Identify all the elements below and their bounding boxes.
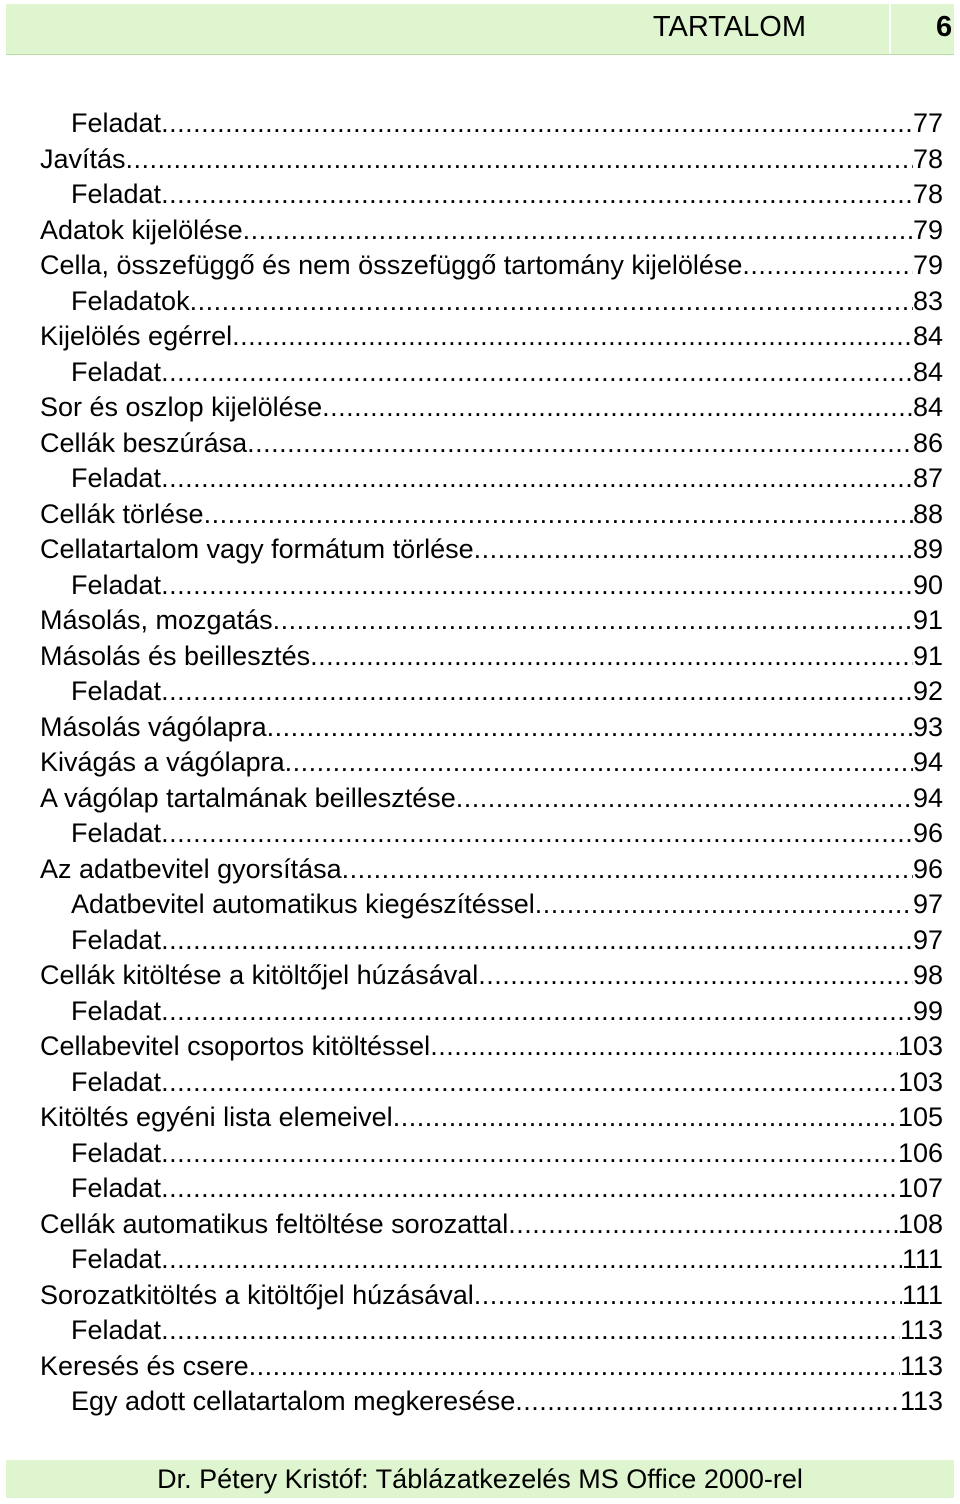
toc-dot-leader	[161, 1171, 898, 1206]
toc-entry-label: Cella, összefüggő és nem összefüggő tartomány kijelölése	[40, 250, 743, 280]
toc-entry-page: 94	[912, 782, 943, 813]
toc-entry-page: 87	[912, 463, 943, 493]
toc-entry-label: Feladat	[71, 676, 162, 706]
toc-dot-leader	[508, 1207, 898, 1242]
toc-entry[interactable]	[40, 248, 943, 284]
toc-entry[interactable]	[40, 461, 943, 497]
header-page-number: 6	[936, 11, 953, 43]
toc-dot-leader	[474, 1278, 902, 1313]
toc-entry-label: Feladat	[71, 356, 162, 387]
page-header	[6, 4, 954, 55]
toc-entry-label: Sor és oszlop kijelölése	[40, 392, 323, 422]
toc-entry[interactable]	[40, 745, 943, 781]
toc-entry-label: Kivágás a vágólapra	[40, 747, 285, 777]
toc-entry-label: Másolás, mozgatás	[40, 605, 273, 635]
toc-entry-label: Kitöltés egyéni lista elemeivel	[40, 1102, 393, 1132]
toc-entry-label: Feladat	[71, 995, 162, 1026]
toc-entry-label: Feladatok	[71, 285, 190, 316]
toc-entry-page: 79	[912, 250, 943, 280]
toc-entry-page: 79	[912, 214, 943, 245]
toc-entry[interactable]	[40, 1349, 943, 1385]
toc-entry[interactable]	[40, 603, 943, 639]
toc-entry-label: Feladat	[71, 1173, 162, 1203]
toc-dot-leader	[161, 106, 913, 141]
toc-dot-leader	[232, 319, 913, 354]
toc-entry-page: 97	[912, 924, 943, 955]
toc-dot-leader	[161, 1136, 898, 1171]
toc-entry-page: 92	[912, 676, 943, 706]
toc-entry[interactable]	[40, 532, 943, 568]
toc-dot-leader	[161, 461, 913, 496]
toc-dot-leader	[161, 674, 913, 709]
toc-entry-page: 106	[897, 1137, 943, 1168]
toc-entry[interactable]	[40, 142, 943, 178]
toc-dot-leader	[190, 284, 913, 319]
toc-entry[interactable]	[40, 781, 943, 817]
toc-entry[interactable]	[40, 1242, 943, 1278]
toc-entry-label: Cellák kitöltése a kitöltőjel húzásával	[40, 960, 479, 990]
toc-dot-leader	[161, 816, 913, 851]
toc-entry-label: A vágólap tartalmának beillesztése	[40, 782, 456, 813]
toc-dot-leader	[161, 1313, 900, 1348]
toc-dot-leader	[515, 1384, 900, 1419]
toc-dot-leader	[204, 497, 913, 532]
toc-entry[interactable]	[40, 284, 943, 320]
toc-entry[interactable]	[40, 1136, 943, 1172]
toc-entry-page: 99	[912, 995, 943, 1026]
toc-dot-leader	[267, 710, 913, 745]
toc-dot-leader	[247, 426, 913, 461]
toc-entry-page: 98	[912, 960, 943, 990]
toc-entry-label: Az adatbevitel gyorsítása	[40, 853, 342, 884]
toc-entry-page: 103	[897, 1066, 943, 1097]
toc-entry-page: 113	[899, 1386, 943, 1416]
toc-entry[interactable]	[40, 994, 943, 1030]
toc-dot-leader	[430, 1029, 898, 1064]
toc-dot-leader	[342, 852, 913, 887]
toc-dot-leader	[393, 1100, 898, 1135]
toc-entry-page: 96	[912, 818, 943, 848]
toc-entry-label: Feladat	[71, 463, 162, 493]
toc-entry-page: 108	[897, 1208, 943, 1239]
toc-entry-label: Feladat	[71, 1244, 162, 1274]
toc-entry[interactable]	[40, 1207, 943, 1243]
toc-entry[interactable]	[40, 1029, 943, 1065]
toc-entry-page: 91	[912, 605, 943, 635]
toc-entry[interactable]	[40, 1171, 943, 1207]
toc-entry[interactable]	[40, 106, 943, 142]
toc-dot-leader	[474, 532, 913, 567]
toc-entry-label: Keresés és csere	[40, 1350, 249, 1381]
toc-entry-page: 78	[912, 179, 943, 209]
toc-entry-label: Feladat	[71, 924, 162, 955]
toc-entry[interactable]	[40, 852, 943, 888]
toc-dot-leader	[535, 887, 913, 922]
toc-entry-page: 97	[912, 889, 943, 919]
toc-entry[interactable]	[40, 568, 943, 604]
header-divider	[889, 4, 891, 54]
toc-dot-leader	[273, 603, 913, 638]
toc-entry-label: Cellabevitel csoportos kitöltéssel	[40, 1031, 431, 1061]
toc-entry-label: Cellák beszúrása	[40, 427, 248, 458]
toc-entry-page: 89	[912, 534, 943, 564]
toc-entry-page: 103	[897, 1031, 943, 1061]
toc-entry-page: 94	[912, 747, 943, 777]
toc-entry-page: 113	[899, 1350, 943, 1381]
toc-entry-page: 96	[912, 853, 943, 884]
toc-entry-page: 93	[912, 711, 943, 742]
toc-entry[interactable]	[40, 497, 943, 533]
toc-entry[interactable]	[40, 390, 943, 426]
toc-entry-label: Feladat	[71, 818, 162, 848]
toc-entry[interactable]	[40, 710, 943, 746]
table-of-contents	[40, 106, 943, 1420]
toc-entry[interactable]	[40, 639, 943, 675]
toc-entry-page: 77	[912, 108, 943, 138]
toc-entry-label: Cellák automatikus feltöltése sorozattal	[40, 1208, 509, 1239]
toc-entry[interactable]	[40, 1313, 943, 1349]
toc-dot-leader	[456, 781, 913, 816]
toc-entry-label: Javítás	[40, 143, 126, 174]
toc-dot-leader	[243, 213, 913, 248]
toc-entry[interactable]	[40, 319, 943, 355]
toc-entry[interactable]	[40, 1065, 943, 1101]
toc-dot-leader	[161, 177, 913, 212]
toc-entry-page: 111	[901, 1279, 943, 1310]
toc-entry-label: Feladat	[71, 1066, 162, 1097]
toc-dot-leader	[161, 568, 913, 603]
toc-entry-page: 107	[897, 1173, 943, 1203]
toc-entry-label: Cellák törlése	[40, 498, 204, 529]
toc-entry[interactable]	[40, 355, 943, 391]
toc-entry-page: 83	[912, 285, 943, 316]
toc-dot-leader	[161, 923, 913, 958]
toc-entry-label: Feladat	[71, 1137, 162, 1168]
toc-entry-label: Kijelölés egérrel	[40, 321, 233, 351]
toc-entry-label: Feladat	[71, 569, 162, 600]
toc-dot-leader	[161, 1065, 898, 1100]
toc-entry[interactable]	[40, 816, 943, 852]
toc-entry[interactable]	[40, 426, 943, 462]
toc-entry-page: 90	[912, 569, 943, 600]
toc-entry[interactable]	[40, 1384, 943, 1420]
toc-entry-label: Másolás és beillesztés	[40, 640, 311, 671]
toc-entry-label: Adatok kijelölése	[40, 214, 243, 245]
toc-dot-leader	[161, 355, 913, 390]
toc-entry-page: 111	[901, 1244, 943, 1274]
toc-entry-page: 78	[912, 143, 943, 174]
toc-entry[interactable]	[40, 213, 943, 249]
toc-entry-page: 84	[912, 356, 943, 387]
toc-entry-page: 86	[912, 427, 943, 458]
page-footer: Dr. Pétery Kristóf: Táblázatkezelés MS Office 2000-rel	[6, 1460, 954, 1498]
toc-dot-leader	[285, 745, 913, 780]
toc-entry-label: Cellatartalom vagy formátum törlése	[40, 534, 474, 564]
toc-entry-label: Egy adott cellatartalom megkeresése	[71, 1386, 516, 1416]
toc-dot-leader	[161, 994, 913, 1029]
header-title: TARTALOM	[652, 11, 806, 43]
toc-entry-page: 88	[912, 498, 943, 529]
toc-entry[interactable]	[40, 177, 943, 213]
toc-dot-leader	[322, 390, 913, 425]
toc-entry[interactable]	[40, 674, 943, 710]
toc-dot-leader	[161, 1242, 902, 1277]
toc-entry-page: 105	[897, 1102, 943, 1132]
toc-entry[interactable]	[40, 887, 943, 923]
toc-entry-label: Sorozatkitöltés a kitöltőjel húzásával	[40, 1279, 474, 1310]
toc-entry-page: 84	[912, 321, 943, 351]
toc-dot-leader	[310, 639, 913, 674]
toc-entry-page: 84	[912, 392, 943, 422]
toc-dot-leader	[742, 248, 913, 283]
toc-entry-page: 113	[899, 1315, 943, 1345]
toc-entry[interactable]	[40, 958, 943, 994]
toc-dot-leader	[249, 1349, 900, 1384]
toc-dot-leader	[126, 142, 913, 177]
toc-entry-label: Feladat	[71, 1315, 162, 1345]
toc-entry-label: Másolás vágólapra	[40, 711, 267, 742]
toc-entry[interactable]	[40, 923, 943, 959]
toc-entry[interactable]	[40, 1278, 943, 1314]
toc-entry-label: Feladat	[71, 108, 162, 138]
toc-entry-label: Feladat	[71, 179, 162, 209]
toc-dot-leader	[478, 958, 913, 993]
toc-entry[interactable]	[40, 1100, 943, 1136]
toc-entry-label: Adatbevitel automatikus kiegészítéssel	[71, 889, 535, 919]
toc-entry-page: 91	[912, 640, 943, 671]
